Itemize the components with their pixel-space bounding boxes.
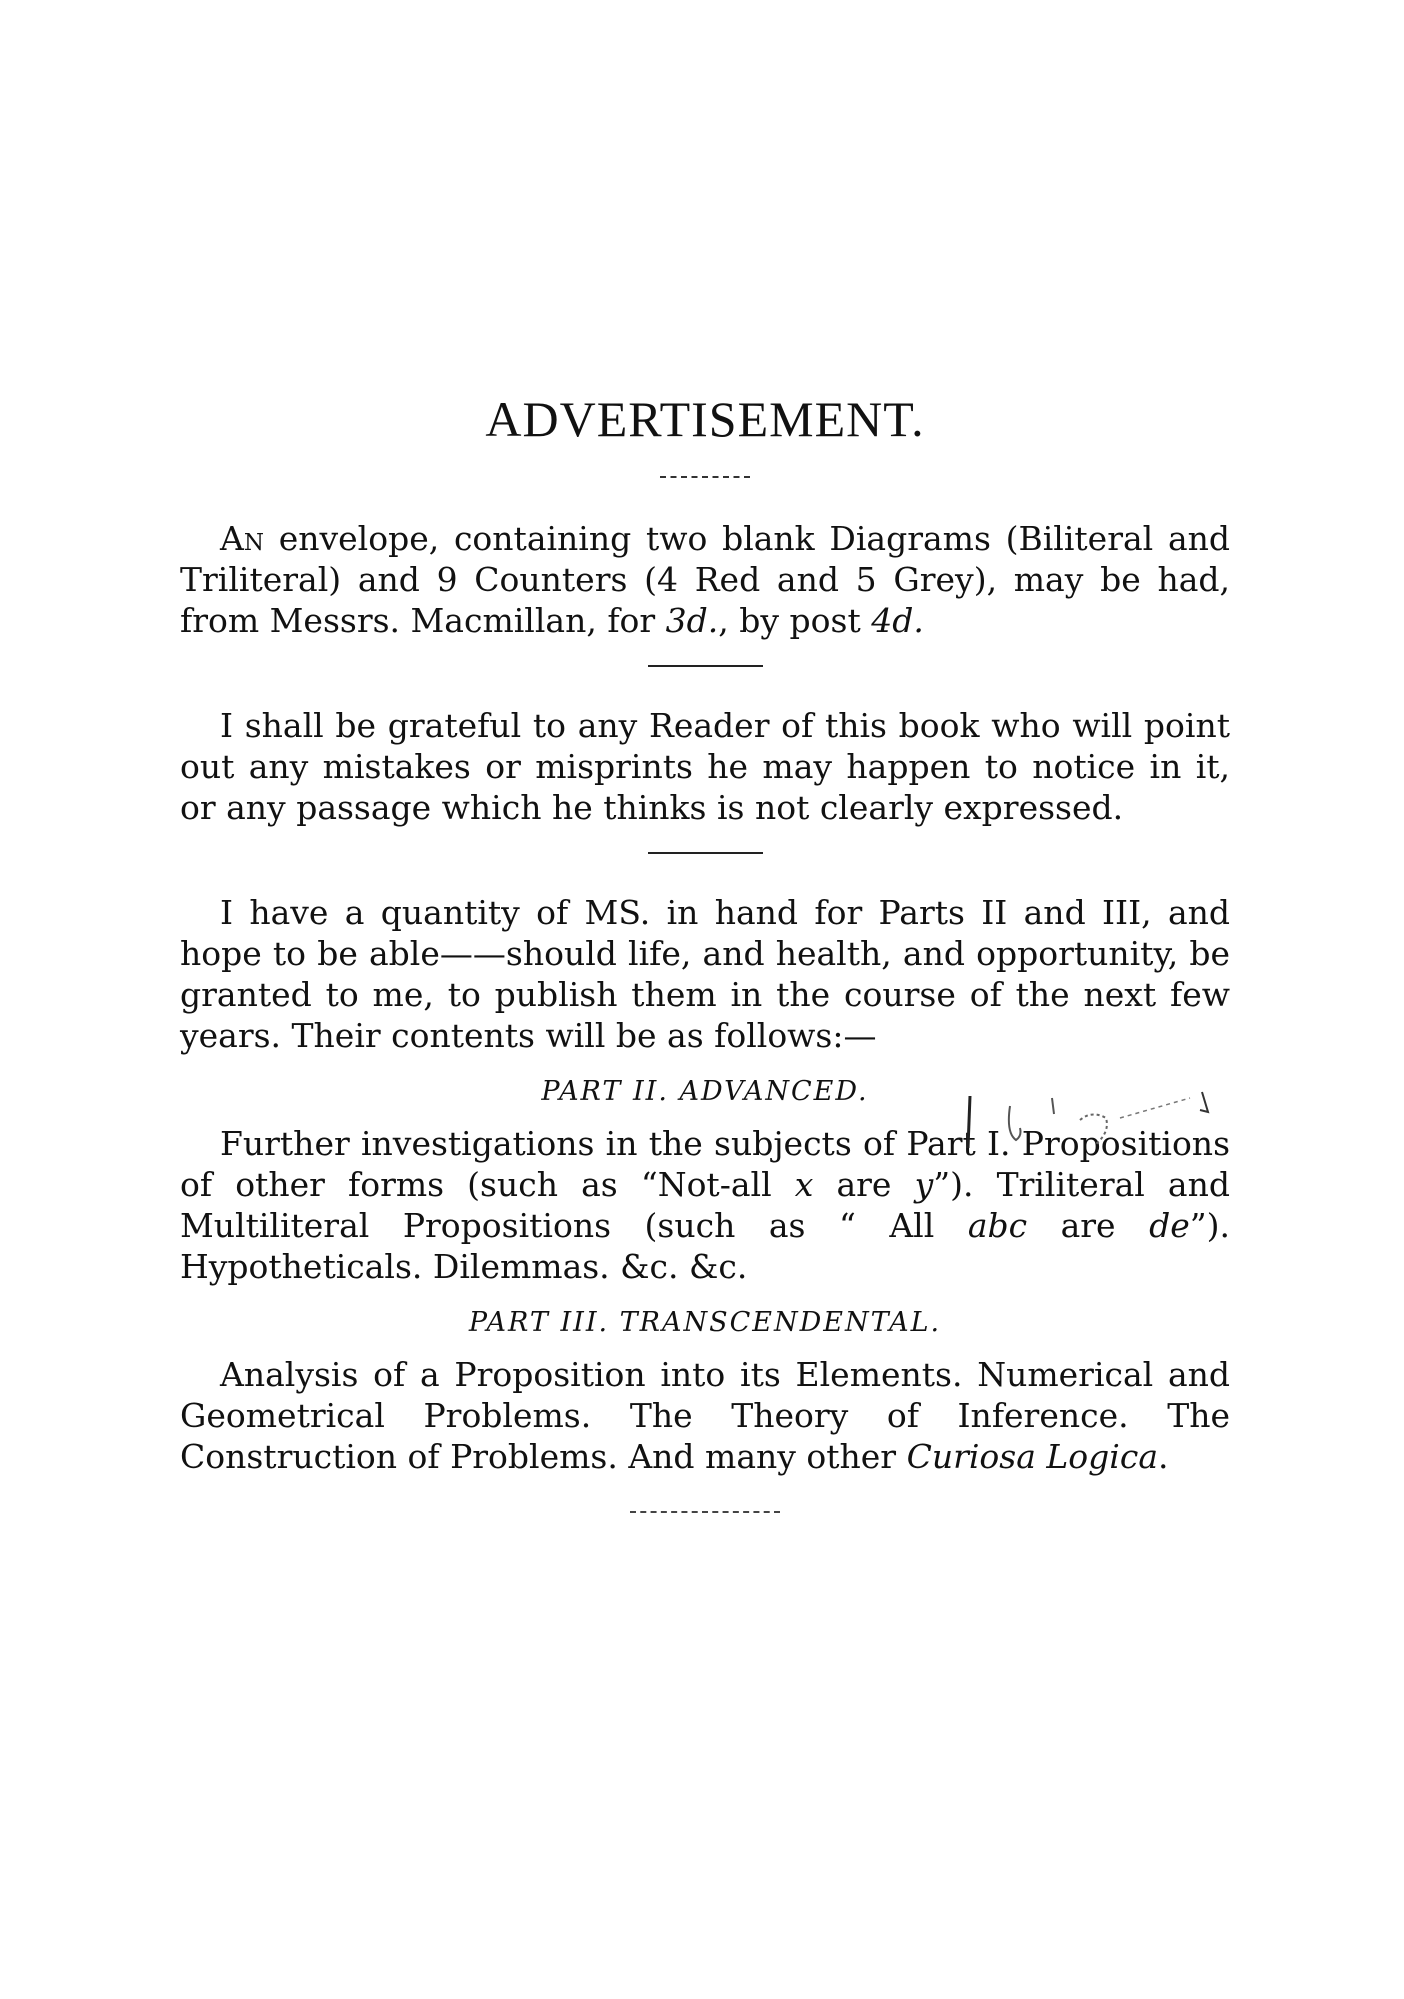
part2-var-x: x — [794, 1165, 814, 1204]
part2-text-b: are — [813, 1165, 915, 1204]
part3-text-b: . — [1158, 1437, 1169, 1476]
section-divider-2 — [648, 852, 763, 854]
envelope-post-price: 4d. — [871, 601, 924, 640]
part2-var-de: de — [1149, 1206, 1190, 1245]
envelope-price: 3d. — [665, 601, 719, 640]
page-title: ADVERTISEMENT. — [485, 391, 925, 447]
quantity-paragraph: I have a quantity of MS. in hand for Parts II and III, and hope to be able——should life, and health, and opportunity, be granted to me, to publish them in the course of the next few years. Their contents will be as follows:— — [180, 893, 1230, 1055]
title-divider — [660, 476, 750, 478]
part2-text-a: Further investigations in the subjects of Part I. Propositions of other forms (such as “Not-all — [180, 1124, 1230, 1204]
text-column — [180, 390, 1230, 1513]
part2-text-d: are — [1027, 1206, 1150, 1245]
envelope-text: envelope, containing two blank Diagrams (Biliteral and Triliteral) and 9 Counters (4 Red and 5 Grey), may be had, from Messrs. Macmillan, for — [180, 519, 1230, 640]
grateful-paragraph: I shall be grateful to any Reader of this book who will point out any mistakes or misprints he may happen to notice in it, or any passage which he thinks is not clearly expressed. — [180, 706, 1230, 827]
envelope-paragraph — [180, 518, 1230, 641]
part2-text-c: ”). Triliteral and Multiliteral Propositions (such as “ All — [180, 1165, 1230, 1245]
part3-heading: PART III. TRANSCENDENTAL. — [468, 1307, 942, 1338]
part3-paragraph — [180, 1354, 1230, 1477]
part2-var-abc: abc — [967, 1206, 1028, 1245]
part3-text-a: Analysis of a Proposition into its Elements. Numerical and Geometrical Problems. The Theory of Inference. The Construction of Problems. And many other — [180, 1355, 1230, 1476]
part2-heading: PART II. ADVANCED. — [541, 1076, 869, 1107]
part2-text-e: ”). Hypotheticals. Dilemmas. &c. &c. — [180, 1206, 1231, 1286]
envelope-mid: , by post — [718, 601, 872, 640]
section-divider-1 — [648, 665, 763, 667]
pencil-marks-icon — [960, 1088, 1235, 1158]
end-ornament-rule — [630, 1511, 780, 1513]
envelope-lead-word: An — [220, 519, 264, 558]
part2-var-y: y — [914, 1165, 934, 1204]
part3-italic-phrase: Curiosa Logica — [906, 1437, 1158, 1476]
